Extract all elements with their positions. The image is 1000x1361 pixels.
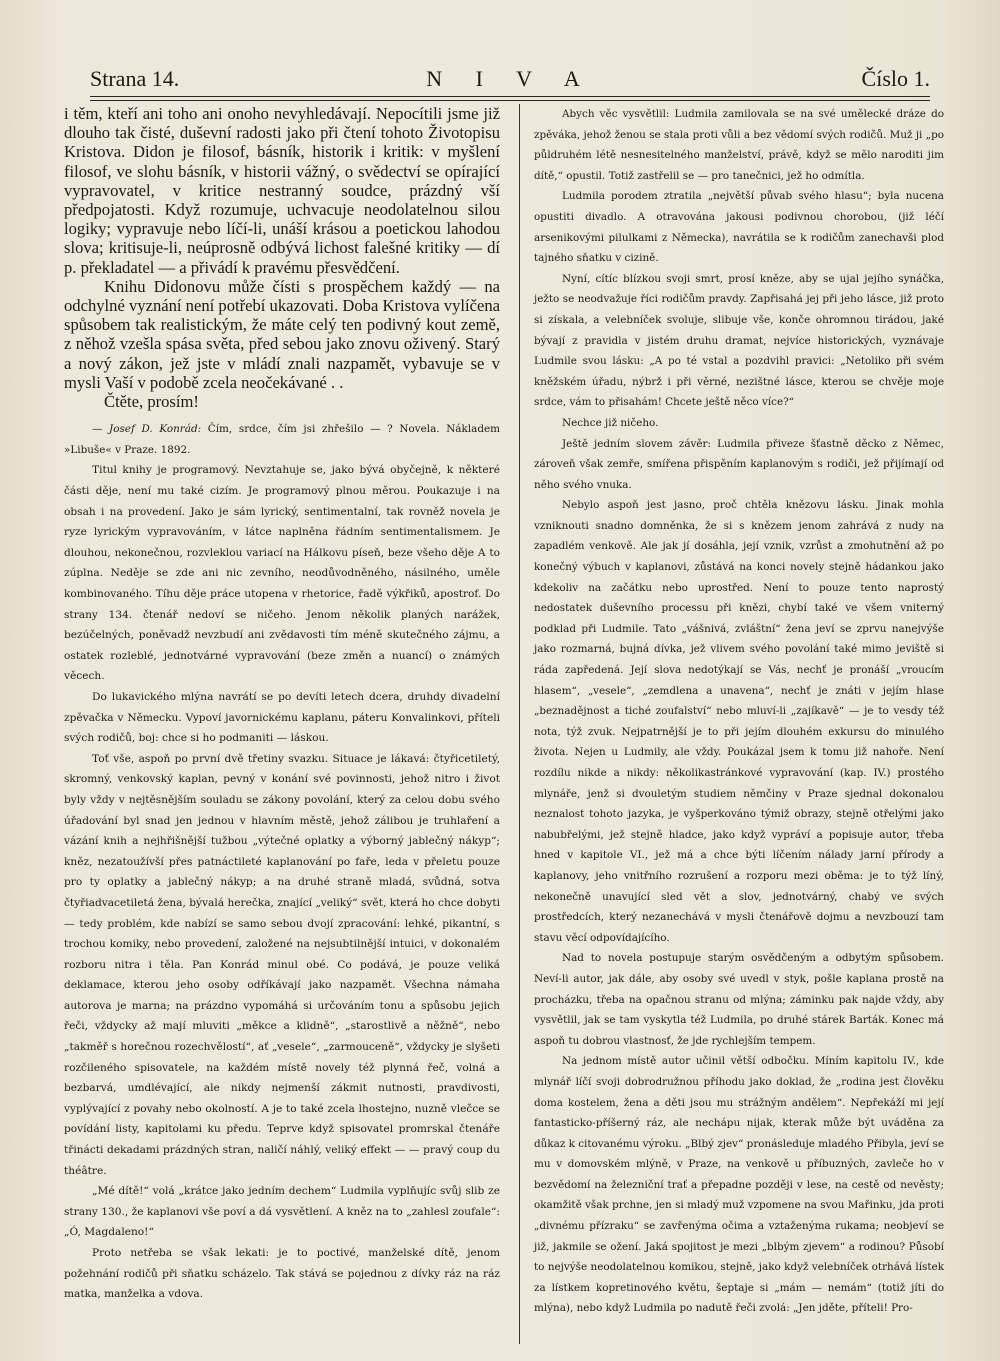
page-header — [90, 62, 930, 96]
paragraph: Ještě jedním slovem závěr: Ludmila přiveze šťastně děcko z Němec, zároveň však zemře, smířena přispěním kaplanovým s rodiči, jež přijímají od něho svého vnuka. — [534, 437, 944, 491]
paragraph: Nad to novela postupuje starým osvědčeným a odbytým spůsobem. Neví-li autor, jak dále, aby osoby své uvedl v styk, pošle kaplana prostě na procházku, třeba na opačnou stranu od mlýna; záminku pak najde vždy, aby vysvětlil, jak se tam vyskytla též Ludmila, po druhé stárek Barták. Konec má aspoň tu dobrou vlastnosť, že jde rychlejším tempem. — [534, 952, 944, 1047]
paragraph: i těm, kteří ani toho ani onoho nevyhledávají. Nepocítili jsme již dlouho tak čisté, duševní radosti jako při čtení tohoto Životopisu Kristova. Didon je filosof, básník, historik i kritik: v myšlení filosof, ve slohu básník, v historii vážný, o svědectví se opírající vypravovatel, v kritice nestranný soudce, prázdný vší předpojatosti. Když rozumuje, uchvacuje neodolatelnou silou logiky; vypravuje nebo líčí-li, unáší krásou a poetickou lahodou slova; kritisuje-li, neúprosně odbývá lichost falešné kritiky — dí p. překladatel — a přivádí k pravému přesvědčení. — [64, 104, 500, 277]
paragraph: Nechce již ničeho. — [562, 416, 659, 429]
page-number: Strana 14. — [90, 66, 180, 91]
paragraph: Titul knihy je programový. Nevztahuje se, jako bývá obyčejně, k některé části děje, není mu také cizím. Je programový plnou měrou. Poukazuje i na obsah i na provedení. Jako je sám lyrický, sentimentalní, tak rovněž novela je ryze lyrickým vypravováním, v látce naplněna řádním sentimentalismem. Je dlouhou, nekonečnou, rozvleklou variací na Hálkovu píseň, beze všeho děje A to zúplna. Neděje se zde ani nic zevního, neodůvodněného, násilného, uměle kombinovaného. Tíhu děje práce utopena v rhetorice, řadě výkřiků, apostrof. Do strany 134. čtenář nedoví se ničeho. Jenom několik planých narážek, bezúčelných, poněvadž nevzbudí ani zvědavosti tím méně skutečného zájmu, a ostatek rozleblé, jednotvárné vypravování (beze změn a nuancí) o známých věcech. — [64, 464, 500, 683]
paragraph: Čtěte, prosím! — [104, 392, 199, 412]
paragraph: Proto netřeba se však lekati: je to poctivé, manželské dítě, jenom požehnání rodičů při sňatku scházelo. Tak stává se pojednou z dívky ráz na ráz matka, manželka a vdova. — [64, 1247, 500, 1301]
paragraph: Toť vše, aspoň po první dvě třetiny svazku. Situace je lákavá: čtyřicetiletý, skromný, venkovský kaplan, pevný v konání své povinnosti, jehož nitro i život byly vždy v nejtěsnějším souladu se zákony povolání, který za celou dobu svého úřadování byl snad jen jednou v hlavním městě, jehož zálibou je truhlaření a vázání knih a nejhřišnější tužbou „výtečné oplatky a výborný jablečný nákyp“; kněz, nezatoužívší přes patnáctileté kaplanování po faře, leda v přeletu pouze pro ty oplatky a jablečný nákyp; a na druhé straně mladá, svůdná, sotva čtyřiadvacetiletá žena, bývalá herečka, znající „veliký“ svět, která ho chce dobyti — tedy problém, kde nabízí se samo sebou dvojí zpracování: lehké, pikantní, s trochou komiky, nebo provedení, založené na nejsubtilnější intuici, v dokonalém rozboru nitra i těla. Pan Konrád minul obé. Co podává, je pouze veliká deklamace, kterou jeho osoby odříkávají jako nazpamět. Všechna námaha autorova je marna; na prázdno vypomáhá si určováním tonu a spůsobu jejich řeči, vždycky až mají mluviti „měkce a klidně“, „starostlivě a něžně“, nebo „takměř s horečnou rozechvělostí“, ať „vesele“, „zarmouceně“, vždycky je slyšeti rozčileného spisovatele, na každém místě novely též plynná řeč, volná a bezbarvá, umdlévající, ale nikdy nejmenší zákmit nutnosti, pravdivosti, vyplývající z povahy nebo okolností. A je to také zcela lhostejno, nuzně vlečce se povídání listy, kapitolami ku předu. Teprve když spisovatel promrskal čtenáře třinácti dekadami prázdných stran, naličí náhlý, veliký effekt — — pravý coup du théâtre. — [64, 752, 500, 1177]
paragraph: Nebylo aspoň jest jasno, proč chtěla knězovu lásku. Jinak mohla vzniknouti snadno domněnka, že si s knězem jenom zahrává z nudy na zapadlém venkově. Ale jak jí dosáhla, její vznik, vzrůst a zmohutnění až po konečný výbuch v kaplanovi, zůstává na konci novely stejně hádankou jako kdekoliv na začátku nebo uprostřed. Není to pouze tento naprostý nedostatek duševního processu při knězi, chybí také ve všem vniterný podklad při Ludmile. Tato „vášnivá, zvláštní“ žena jeví se zprvu nanejvýše jako rozmarná, bujná dívka, jež vlivem svého povolání také mimo jeviště si ráda zapředená. Její slova nedotýkají se Vás, nechť je pronáší „vroucím hlasem“, „vesele“, „zemdlena a unavena“, nechť je znáti v jejím hlase „beznadějnost a tiché zoufalství“ nebo mluví-li „zajíkavě“ — je to vesdy též nota, týž zvuk. Nejpatrnější je to při jejím dlouhém exkursu do minulého života. Nejen u Ludmily, ale vždy. Poukázal jsem k tomu již nahoře. Není rozdílu nikde a nikdy: několikastránkové vypravování (kap. IV.) prostého mlynáře, jenž si dvouletým studiem němčiny v Praze sjednal dokonalou neznalost tohoto jazyka, je vyšperkováno týmiž obrazy, stejně otřelými jako nabubřelými, jež stejně hladce, jako když vypráví a popisuje autor, třeba hned v kapitole VI., jež má a chce býti líčením nálady jarní přírody a kaplanovy, jeho vnitřního rozrušení a rozporu mezi oběma: je to týž líný, nekonečně unavující sled vět a slov, jednotvárný, chabý ve svých prostředcích, který nezanechává v mysli čtenářově dojmu a nevzbouzí tam stavu věcí odpovídajícího. — [534, 499, 944, 944]
paragraph: Nyní, cítíc blízkou svoji smrt, prosí kněze, aby se ujal jejího synáčka, ježto se neodvažuje říci rodičům pravdy. Zapřisahá jej při jeho lásce, již proto si získala, a velebníček svoluje, slibuje vše, konče ohromnou tirádou, jaké bývají z pravidla v jistém druhu dramat, nejvíce historických, vyznávaje Ludmile svou lásku: „A po té vstal a pozdvihl pravici: „Netoliko při svém kněžském úřadu, nýbrž i při věrné, nezištné lásce, kterou se chvěje moje srdce, vám to přisahám! Chcete ještě něco více?“ — [534, 272, 944, 409]
header-rule-bottom — [90, 100, 930, 101]
citation-text: Čím, srdce, čím jsi zhřešilo — ? Novela. Nákladem »Libuše« v Praze. 1892. — [64, 423, 500, 456]
paragraph: Ludmila porodem ztratila „největší půvab svého hlasu“; byla nucena opustiti divadlo. A otravována jakousi podivnou chorobou, (již léčí arsenikovými pilulkami z Německa), navrátila se k rodičům zanechavši plod tajného sňatku v cizině. — [534, 190, 944, 265]
review-citation: — Josef D. Konrád: Čím, srdce, čím jsi zhřešilo — ? Novela. Nákladem »Libuše« v Praze. 1892. — [64, 423, 500, 456]
paragraph: Do lukavického mlýna navrátí se po devíti letech dcera, druhdy divadelní zpěvačka v Německu. Vypoví javornickému kaplanu, páteru Konvalinkovi, příteli svých rodičů, boj: chce si ho podmaniti — láskou. — [64, 690, 500, 745]
paragraph: Knihu Didonovu může čísti s prospěchem každý — na odchylné vyznání není potřebí ukazovati. Doba Kristova vylíčena spůsobem tak realistickým, že máte celý ten podivný kout země, z něhož vzešla spása světa, před sebou jako znovu oživený. Starý a nový zákon, jež jste v mládí znali nazpamět, vybavuje se v mysli Vaší v podobě zcela neočekávané . . — [64, 276, 500, 392]
paragraph: Abych věc vysvětlil: Ludmila zamilovala se na své umělecké dráze do zpěváka, jehož ženou se stala proti vůli a bez vědomí svých rodičů. Muž ji „po půldruhém létě nesnesitelného manželství, právě, když se mělo naroditi jim dítě,“ opustil. Totiž zastřelil se — pro tanečnici, jež ho odmítla. — [534, 108, 944, 182]
column-divider — [519, 104, 520, 1344]
right-column — [534, 104, 944, 1319]
header-rule-top — [90, 96, 930, 97]
citation-author: Josef D. Konrád: — [109, 423, 202, 436]
left-column — [64, 104, 500, 1305]
paragraph: Na jednom místě autor učinil větší odbočku. Míním kapitolu IV., kde mlynář líčí svoji dobrodružnou příhodu jako doklad, že „rodina jest člověku doma kostelem, žena a děti jsou mu strážným andělem“. Nepřekáží mi její fantasticko-příšerný ráz, ale nechápu nijak, kterak může být uváděna za důkaz k citovanému výroku. „Blbý zjev“ pronásleduje mladého Přibyla, jeví se mu v domovském mlýně, v Praze, na venkově u příbuzných, zavleče ho v bezvědomí na železniční trať a přepadne později v lese, na cestě od nevěsty; okamžitě však prchne, jen si mladý muž vzpomene na svou Mařinku, jda proti „divnému přízraku“ se zavřenýma očima a vztaženýma rukama; neobjeví se již, jakmile se ožení. Jaká spojitost je mezi „blbým zjevem“ a rodinou? Působí to nejvýše neodolatelnou komikou, stejně, jako když velebníček otrhává lístek za lístkem kopretinového květu, šeptaje si „mám — nemám“ (totiž jíti do mlýna), nebo když Ludmila po nadutě řeči zvolá: „Jen jděte, příteli! Pro- — [534, 1055, 944, 1315]
masthead-title: N I V A — [426, 66, 594, 91]
issue-number: Číslo 1. — [861, 66, 930, 91]
paragraph: „Mé dítě!“ volá „krátce jako jedním dechem“ Ludmila vyplňujíc svůj slib ze strany 130., že kaplanovi vše poví a dá vysvětlení. A kněz na to „zahlesl zoufale“: „Ó, Magdaleno!“ — [64, 1185, 500, 1239]
